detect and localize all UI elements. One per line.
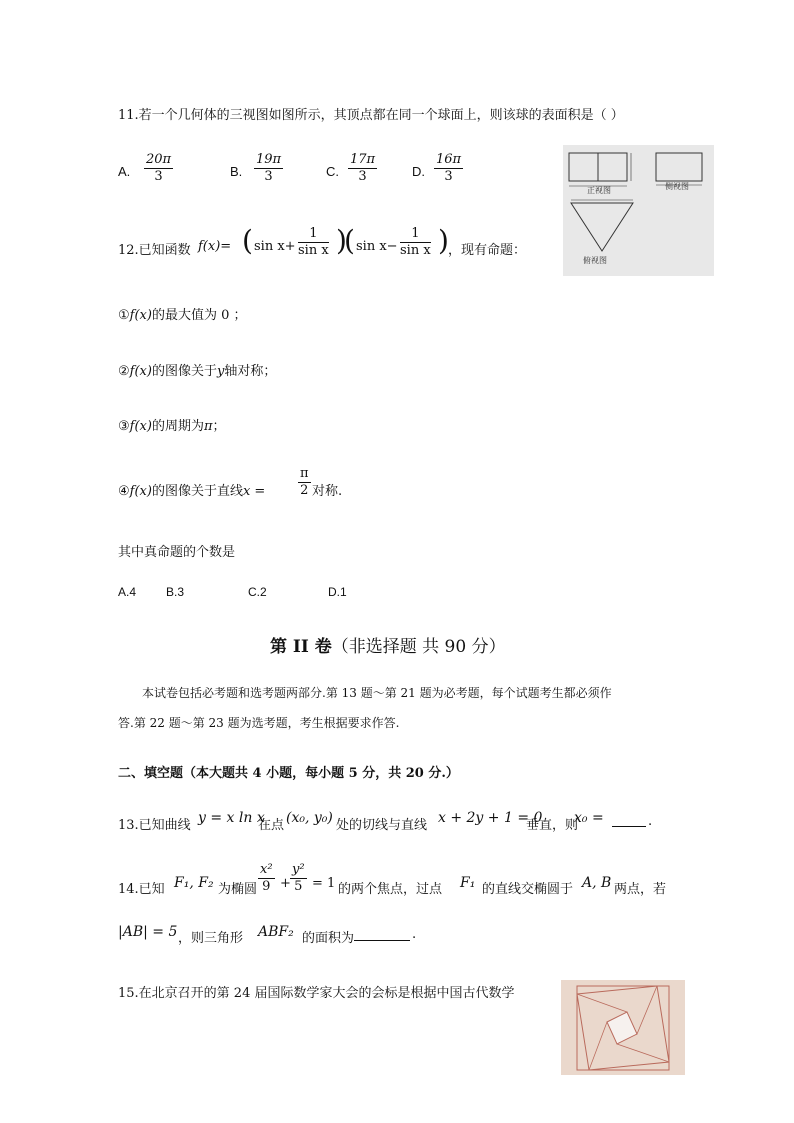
- q11-option-b-num: 19π: [256, 152, 282, 167]
- q12-prop-4-lead: [118, 480, 265, 499]
- q12-prop-4-text: 的图像关于直线: [151, 484, 243, 499]
- q14-plus: +: [280, 876, 291, 891]
- q15-stem: 15.在北京召开的第 24 届国际数学家大会的会标是根据中国古代数学: [118, 986, 515, 1001]
- q12-prop-3-fx: f(x): [129, 419, 152, 434]
- q11-option-c-num: 17π: [350, 152, 376, 167]
- q14-foci: F₁, F₂: [174, 875, 214, 891]
- part2-note-line1: 本试卷包括必考题和选考题两部分.第 13 题～第 21 题为必考题，每个试题考生都必须作: [142, 686, 612, 700]
- q14-frac-x: [258, 862, 275, 895]
- q14-frac-y: [290, 862, 307, 895]
- q11-stem: 11.若一个几何体的三视图如图所示，其顶点都在同一个球面上，则该球的表面积是（ ）: [118, 108, 624, 123]
- q12-prefix: 12.已知函数: [118, 243, 191, 258]
- q12-prop-2-mark: ②: [118, 364, 130, 379]
- q12-paren-open-1: (: [242, 224, 253, 257]
- q14-eq: = 1: [312, 876, 336, 891]
- q12-frac1-den: sin x: [298, 243, 329, 258]
- three-view-figure: [563, 145, 714, 276]
- q14-end: .: [412, 927, 417, 942]
- q13-mid3: 垂直，则: [526, 818, 579, 833]
- q11-option-a-label: A.: [118, 164, 131, 179]
- q12-prop-4-fx: f(x): [129, 484, 152, 499]
- part2-title-rest: （非选择题 共 90 分）: [331, 637, 506, 657]
- q12-prop-2-fx: f(x): [129, 364, 152, 379]
- q12-paren-open-2: (: [344, 224, 355, 257]
- part2-note-line2: 答.第 22 题～第 23 题为选考题，考生根据要求作答.: [118, 716, 400, 730]
- q12-option-d: D.1: [328, 585, 347, 599]
- q12-prop-1-mark: ①: [118, 308, 130, 323]
- q14-frac-y-num: y²: [292, 862, 305, 877]
- q12-prop-4-frac: [298, 466, 311, 499]
- q11-option-a-num: 20π: [146, 152, 172, 167]
- q11-option-d-frac: [434, 152, 463, 185]
- side-view-label: 侧视图: [665, 182, 689, 191]
- q11-option-d-num: 16π: [436, 152, 462, 167]
- q12-frac1-num: 1: [298, 226, 329, 243]
- q12-frac2-den: sin x: [400, 243, 431, 258]
- q12-frac2: [400, 226, 431, 259]
- q14-mid3: 的直线交椭圆于: [482, 882, 574, 897]
- q12-prop-4-eq: x =: [242, 484, 266, 499]
- q14-mid1: 为椭圆: [218, 882, 258, 897]
- q13-prefix: 13.已知曲线: [118, 818, 191, 833]
- q11-option-c-frac: [348, 152, 377, 185]
- q13-line: x + 2y + 1 = 0: [438, 810, 543, 826]
- q12-paren-close-1: ): [336, 224, 347, 257]
- q14-f1: F₁: [460, 875, 476, 891]
- q11-option-a-frac: [144, 152, 173, 185]
- q12-prop-3-mark: ③: [118, 419, 130, 434]
- q14-tri: ABF₂: [258, 924, 294, 940]
- q12-question: 其中真命题的个数是: [118, 545, 236, 560]
- q13-mid1: 在点: [258, 818, 285, 833]
- q14-prefix: 14.已知: [118, 882, 165, 897]
- q14-frac-x-num: x²: [260, 862, 273, 877]
- q12-prop-1: [118, 304, 247, 323]
- q12-prop-2-text: 的图像关于: [151, 364, 217, 379]
- q12-prop-4-num: π: [300, 466, 309, 481]
- q14-mid2: 的两个焦点，过点: [338, 882, 443, 897]
- front-view-label: 正视图: [587, 186, 611, 195]
- q12-prop-4-den: 2: [300, 483, 309, 498]
- q13-mid2: 处的切线与直线: [336, 818, 428, 833]
- q12-prop-4-mark: ④: [118, 484, 130, 499]
- q12-option-a: A.4: [118, 585, 137, 599]
- q11-option-b-den: 3: [264, 169, 273, 184]
- q13-point: (x₀, y₀): [286, 810, 333, 826]
- q11-option-b-frac: [254, 152, 283, 185]
- q12-prop-3-var: π: [203, 419, 213, 434]
- q12-frac2-num: 1: [400, 226, 431, 243]
- q12-frac1: [298, 226, 329, 259]
- q14-frac-x-den: 9: [262, 879, 271, 894]
- q14-ab: A, B: [582, 875, 612, 891]
- q12-prop-2-text2: 轴对称；: [224, 364, 277, 379]
- q11-option-c-label: C.: [326, 164, 339, 179]
- q12-prop-3: [118, 415, 226, 434]
- q12-prop-1-fx: f(x): [129, 308, 152, 323]
- q12-fx: f(x)=: [198, 239, 232, 254]
- congress-logo-drawing: [561, 980, 685, 1075]
- q12-term2: sin x−: [356, 239, 398, 254]
- section2-heading: 二、填空题（本大题共 4 小题，每小题 5 分，共 20 分.）: [118, 766, 459, 781]
- q12-option-b: B.3: [166, 585, 185, 599]
- q12-prop-2-var: y: [216, 364, 225, 379]
- top-view-label: 俯视图: [583, 256, 607, 265]
- q14-mid6: 的面积为: [302, 931, 355, 946]
- q12-term1: sin x+: [254, 239, 296, 254]
- q12-prop-2: [118, 360, 276, 379]
- q14-abs: |AB| = 5: [118, 924, 178, 940]
- q14-mid5: ，则三角形: [178, 931, 244, 946]
- q12-prop-3-text2: ；: [212, 419, 226, 434]
- q11-option-c-den: 3: [358, 169, 367, 184]
- q12-option-c: C.2: [248, 585, 267, 599]
- q14-mid4: 两点，若: [614, 882, 667, 897]
- q11-option-b-label: B.: [230, 164, 243, 179]
- q13-end: .: [648, 814, 653, 829]
- q12-suffix: ，现有命题：: [448, 243, 527, 258]
- q11-option-d-den: 3: [444, 169, 453, 184]
- part2-title-bold: 第 II 卷: [270, 637, 332, 657]
- part2-title: [270, 632, 506, 657]
- q12-paren-close-2: ): [438, 224, 449, 257]
- q12-prop-4-text2: 对称.: [312, 484, 343, 499]
- congress-logo-figure: [561, 980, 685, 1075]
- q12-prop-1-text: 的最大值为 0 ；: [151, 308, 247, 323]
- q13-ans: x₀ =: [574, 810, 604, 826]
- q14-frac-y-den: 5: [294, 879, 303, 894]
- q11-option-a-den: 3: [154, 169, 163, 184]
- q13-curve: y = x ln x: [198, 810, 265, 826]
- q14-answer-blank: [354, 940, 410, 941]
- q11-option-d-label: D.: [412, 164, 425, 179]
- q13-answer-blank: [612, 826, 646, 827]
- q12-prop-3-text: 的周期为: [151, 419, 204, 434]
